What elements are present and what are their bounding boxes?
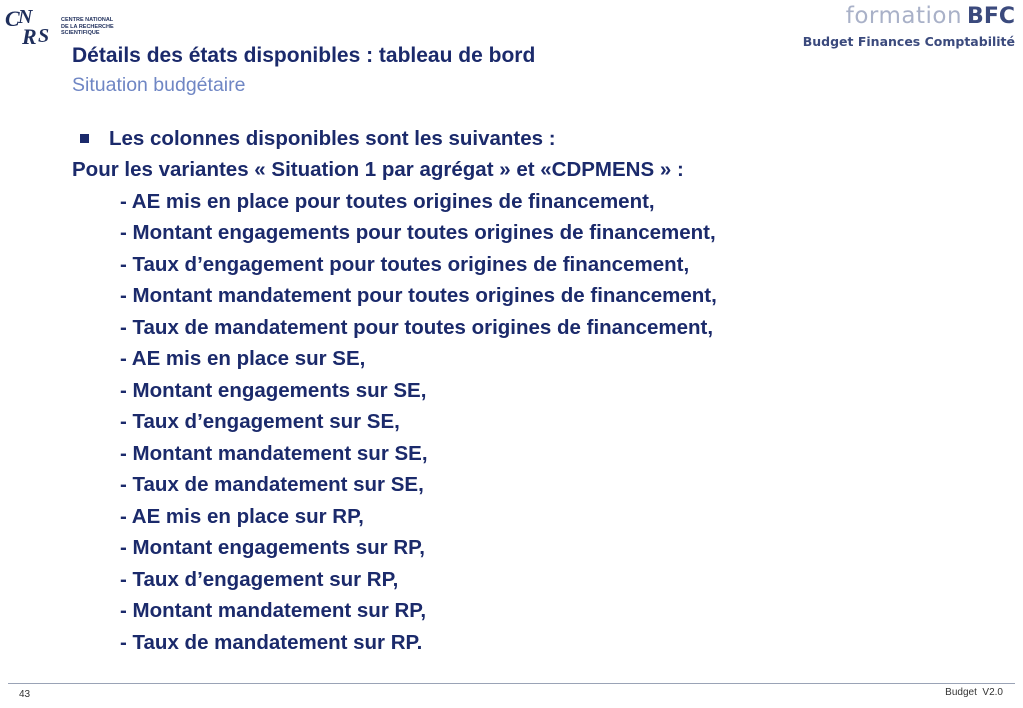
brand-formation: formation — [845, 3, 963, 29]
brand-subtitle: Budget Finances Comptabilité — [802, 34, 1015, 49]
columns-list — [72, 186, 963, 659]
list-item: - Montant engagements sur SE, — [120, 378, 427, 402]
list-item: - Montant mandatement pour toutes origines de financement, — [120, 284, 717, 307]
logo-line: CENTRE NATIONAL — [61, 17, 114, 23]
cnrs-logo-icon — [4, 4, 60, 46]
list-item: - AE mis en place pour toutes origines de financement, — [120, 189, 655, 213]
list-item: - Montant engagements sur RP, — [120, 536, 425, 559]
logo-line: DE LA RECHERCHE — [61, 23, 114, 30]
list-item: - Taux de mandatement sur RP. — [120, 630, 423, 654]
list-item: - Taux d’engagement sur SE, — [120, 410, 400, 433]
list-item: - Montant mandatement sur SE, — [120, 441, 428, 465]
formation-bfc-brand — [803, 2, 1015, 49]
bullet-item — [72, 123, 963, 154]
svg-text:R: R — [22, 24, 37, 46]
list-item: - AE mis en place sur RP, — [120, 504, 364, 528]
list-item: - Taux d’engagement pour toutes origines de financement, — [120, 252, 690, 276]
list-item: - Montant mandatement sur RP, — [120, 599, 427, 622]
variants-intro: Pour les variantes « Situation 1 par agrégat » et «CDPMENS » : — [72, 158, 684, 181]
slide-title: Détails des états disponibles : tableau de bord — [72, 44, 536, 67]
list-item: - Taux d’engagement sur RP, — [120, 567, 399, 591]
square-bullet-icon — [80, 134, 89, 143]
list-item: - Montant engagements pour toutes origines de financement, — [120, 221, 716, 244]
svg-text:C: C — [5, 6, 20, 31]
cnrs-logo-text — [61, 17, 121, 37]
footer-divider — [8, 683, 1015, 684]
brand-bfc: BFC — [967, 4, 1015, 29]
svg-text:N: N — [18, 6, 33, 28]
list-item: - AE mis en place sur SE, — [120, 347, 366, 370]
list-item: - Taux de mandatement pour toutes origines de financement, — [120, 315, 714, 339]
list-item: - Taux de mandatement sur SE, — [120, 473, 424, 496]
bullet-text: Les colonnes disponibles sont les suivantes : — [109, 127, 556, 150]
slide-subtitle: Situation budgétaire — [72, 74, 246, 96]
version-label: Budget V2.0 — [945, 687, 1003, 698]
logo-line: SCIENTIFIQUE — [61, 30, 100, 36]
svg-text:S: S — [38, 25, 50, 46]
page-number: 43 — [19, 689, 31, 700]
cnrs-logo — [4, 4, 114, 46]
slide-content — [72, 123, 963, 658]
